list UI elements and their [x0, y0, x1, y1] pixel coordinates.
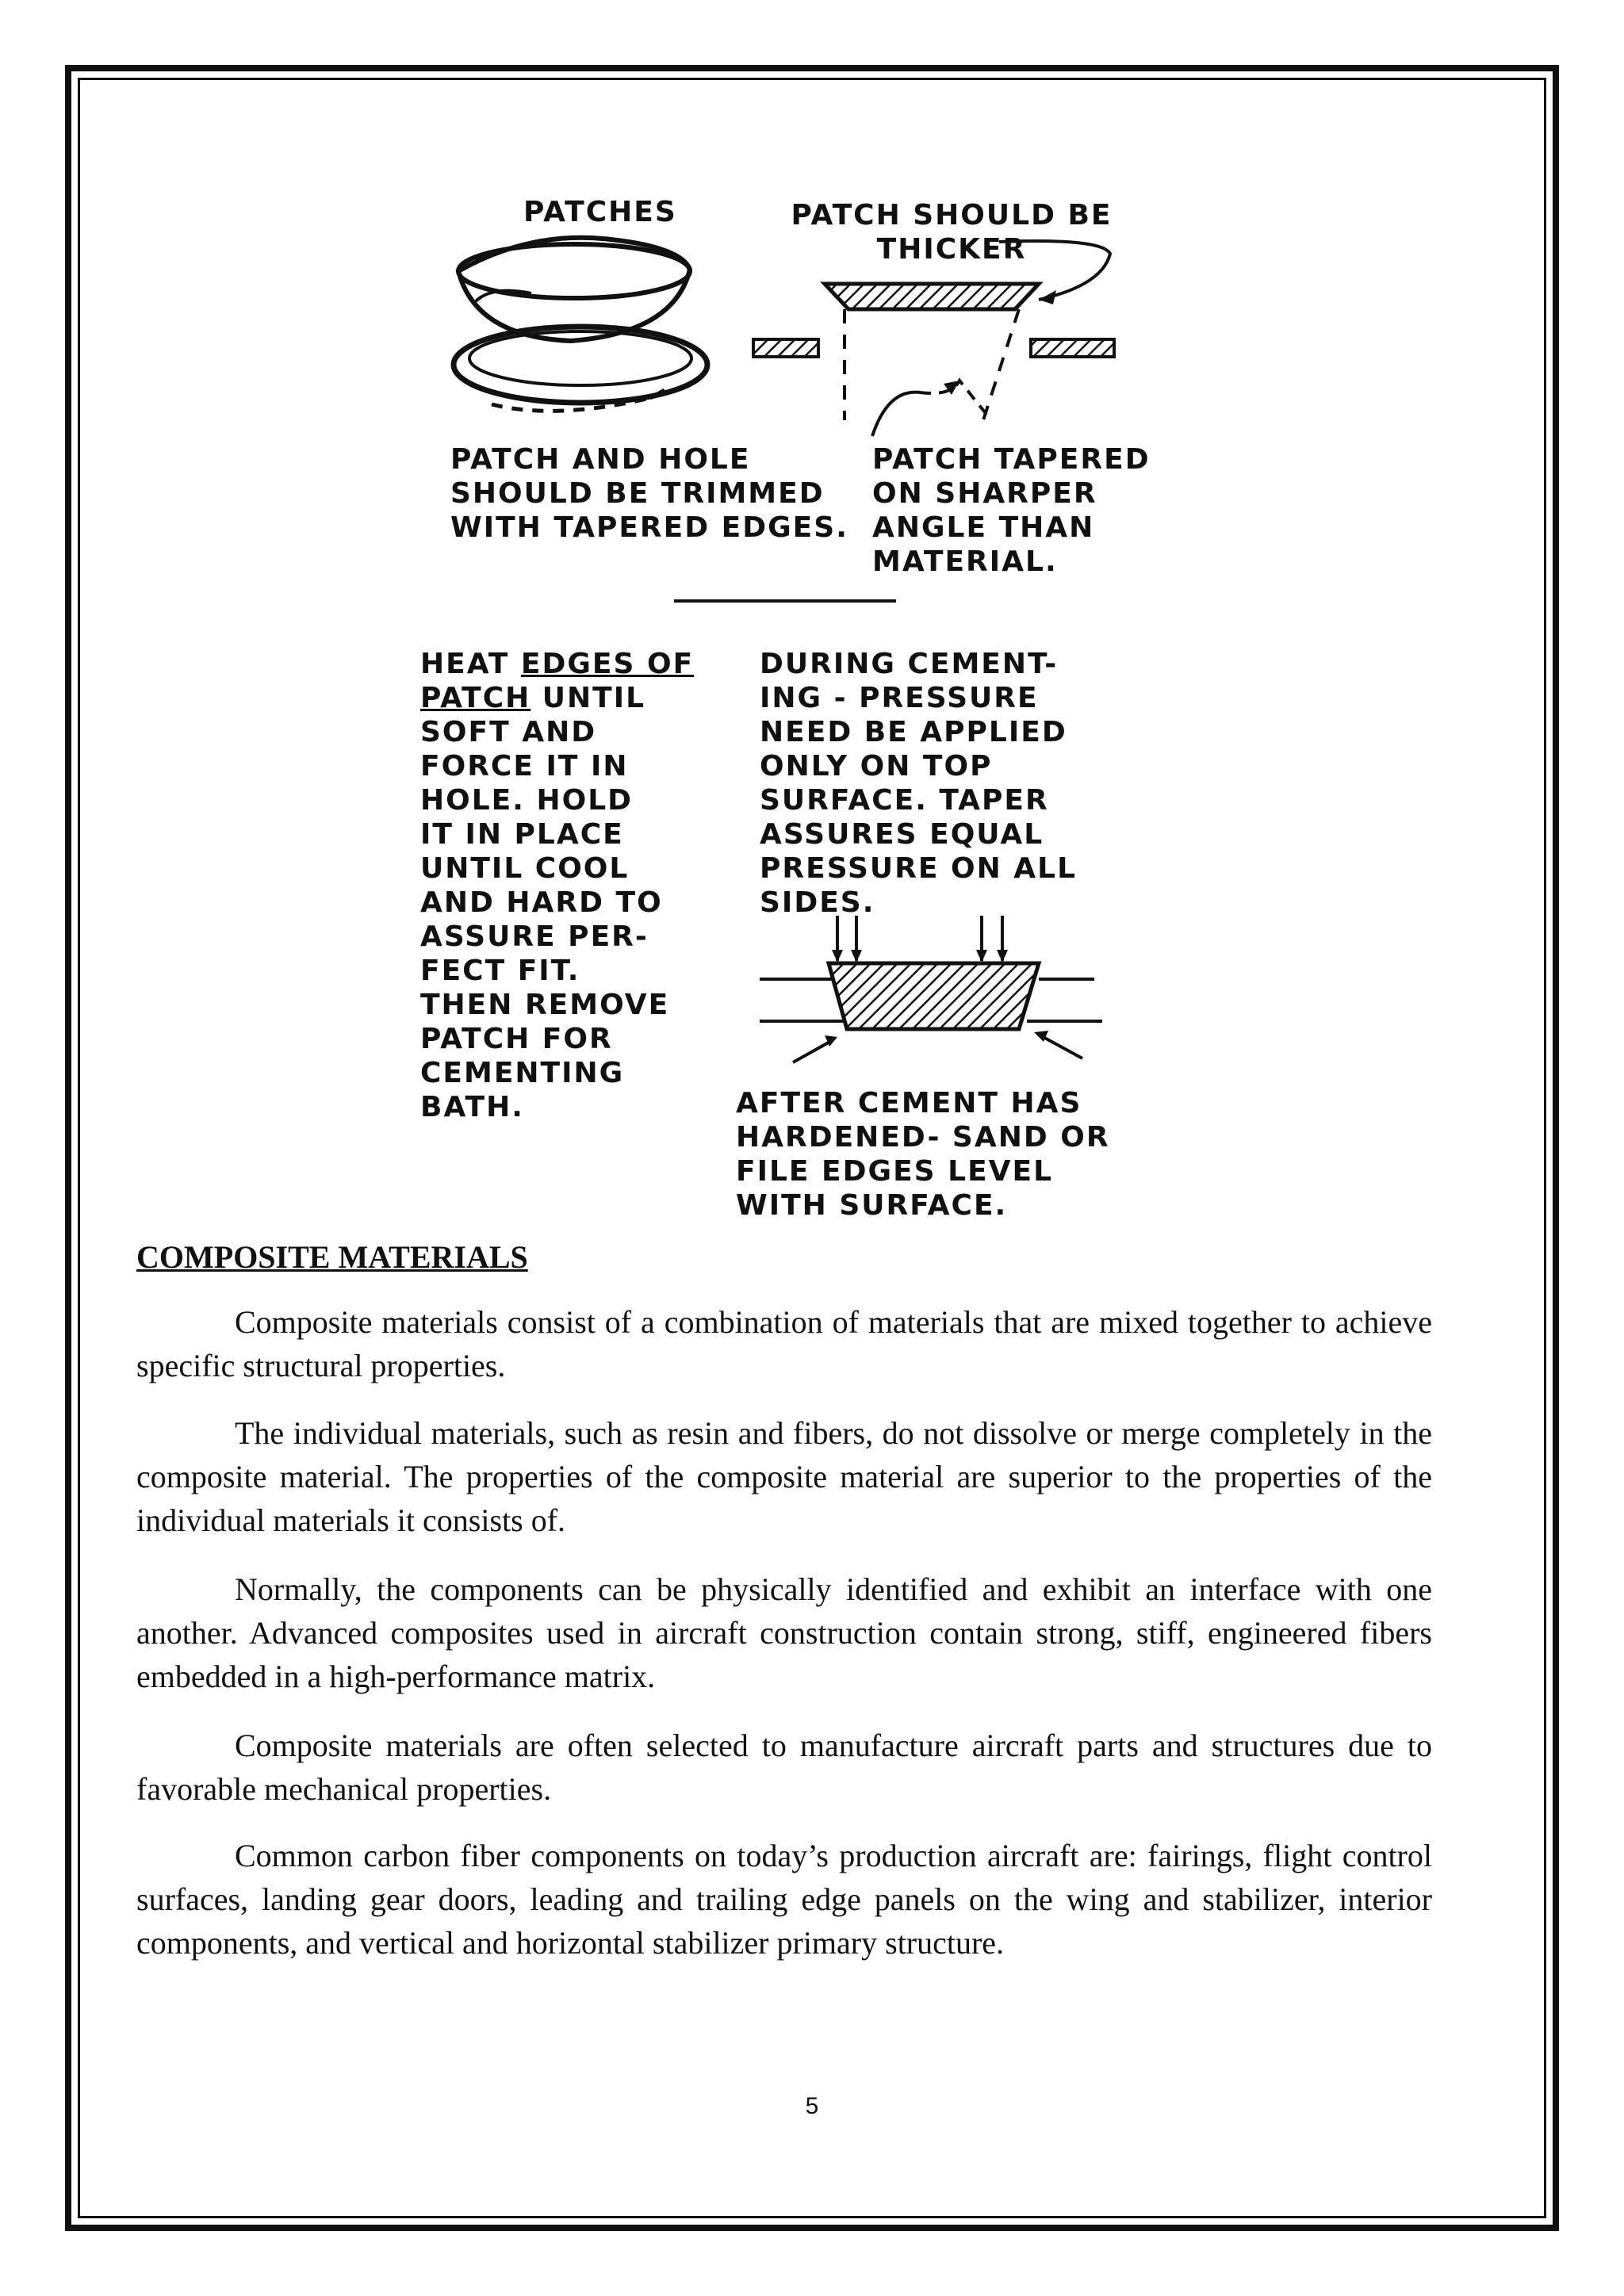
hardened-label: AFTER CEMENT HAS HARDENED- SAND OR FILE EDGES LEVEL WITH SURFACE. — [736, 1087, 1110, 1222]
cementing-label: DURING CEMENT- ING - PRESSURE NEED BE APPLIED ONLY ON TOP SURFACE. TAPER ASSURES EQUAL PRESSURE ON ALL SIDES. — [760, 648, 1078, 919]
paragraph-1: Composite materials consist of a combination of materials that are mixed together to achieve specific structural properties. — [136, 1304, 1432, 1383]
tapered-patch-section-drawing — [753, 241, 1114, 436]
thicker-label: PATCH SHOULD BE THICKER — [791, 199, 1113, 266]
heat-label-rest: UNTIL SOFT AND FORCE IT IN HOLE. HOLD IT IN PLACE UNTIL COOL AND HARD TO ASSURE PER- FECT FIT. THEN REMOVE PATCH FOR CEMENTING BATH. — [420, 682, 670, 1123]
cemented-patch-section-drawing — [760, 916, 1102, 1062]
section-heading: COMPOSITE MATERIALS — [136, 1239, 528, 1275]
paragraph-2: The individual materials, such as resin and fibers, do not dissolve or merge completely in the composite material. The properties of the composite material are superior to the properties of the individual materials it consists of. — [136, 1415, 1432, 1538]
heat-label-underlined-patch: PATCH — [420, 682, 531, 714]
taper-label: PATCH TAPERED ON SHARPER ANGLE THAN MATERIAL. — [872, 443, 1151, 578]
trim-label: PATCH AND HOLE SHOULD BE TRIMMED WITH TAPERED EDGES. — [450, 443, 848, 544]
paragraph-4: Composite materials are often selected to manufacture aircraft parts and structures due to favorable mechanical properties. — [136, 1728, 1432, 1807]
heat-label-underlined: EDGES OF — [520, 648, 695, 680]
patch-repair-illustration — [412, 182, 1205, 1229]
heat-label-part: HEAT — [420, 648, 521, 680]
patch-discs-drawing — [454, 238, 707, 411]
page-number: 5 — [805, 2093, 819, 2119]
patches-label: PATCHES — [523, 196, 677, 228]
paragraph-3: Normally, the components can be physically identified and exhibit an interface with one another. Advanced composites used in aircraft construction contain strong, stiff, engineered fibers embedded in a high-performance matrix. — [136, 1571, 1432, 1694]
heat-label — [420, 647, 694, 1124]
paragraph-5: Common carbon fiber components on today’s production aircraft are: fairings, flight control surfaces, landing gear doors, leading and trailing edge panels on the wing and stabilizer, interior components, and vertical and horizontal stabilizer primary structure. — [136, 1838, 1432, 1961]
